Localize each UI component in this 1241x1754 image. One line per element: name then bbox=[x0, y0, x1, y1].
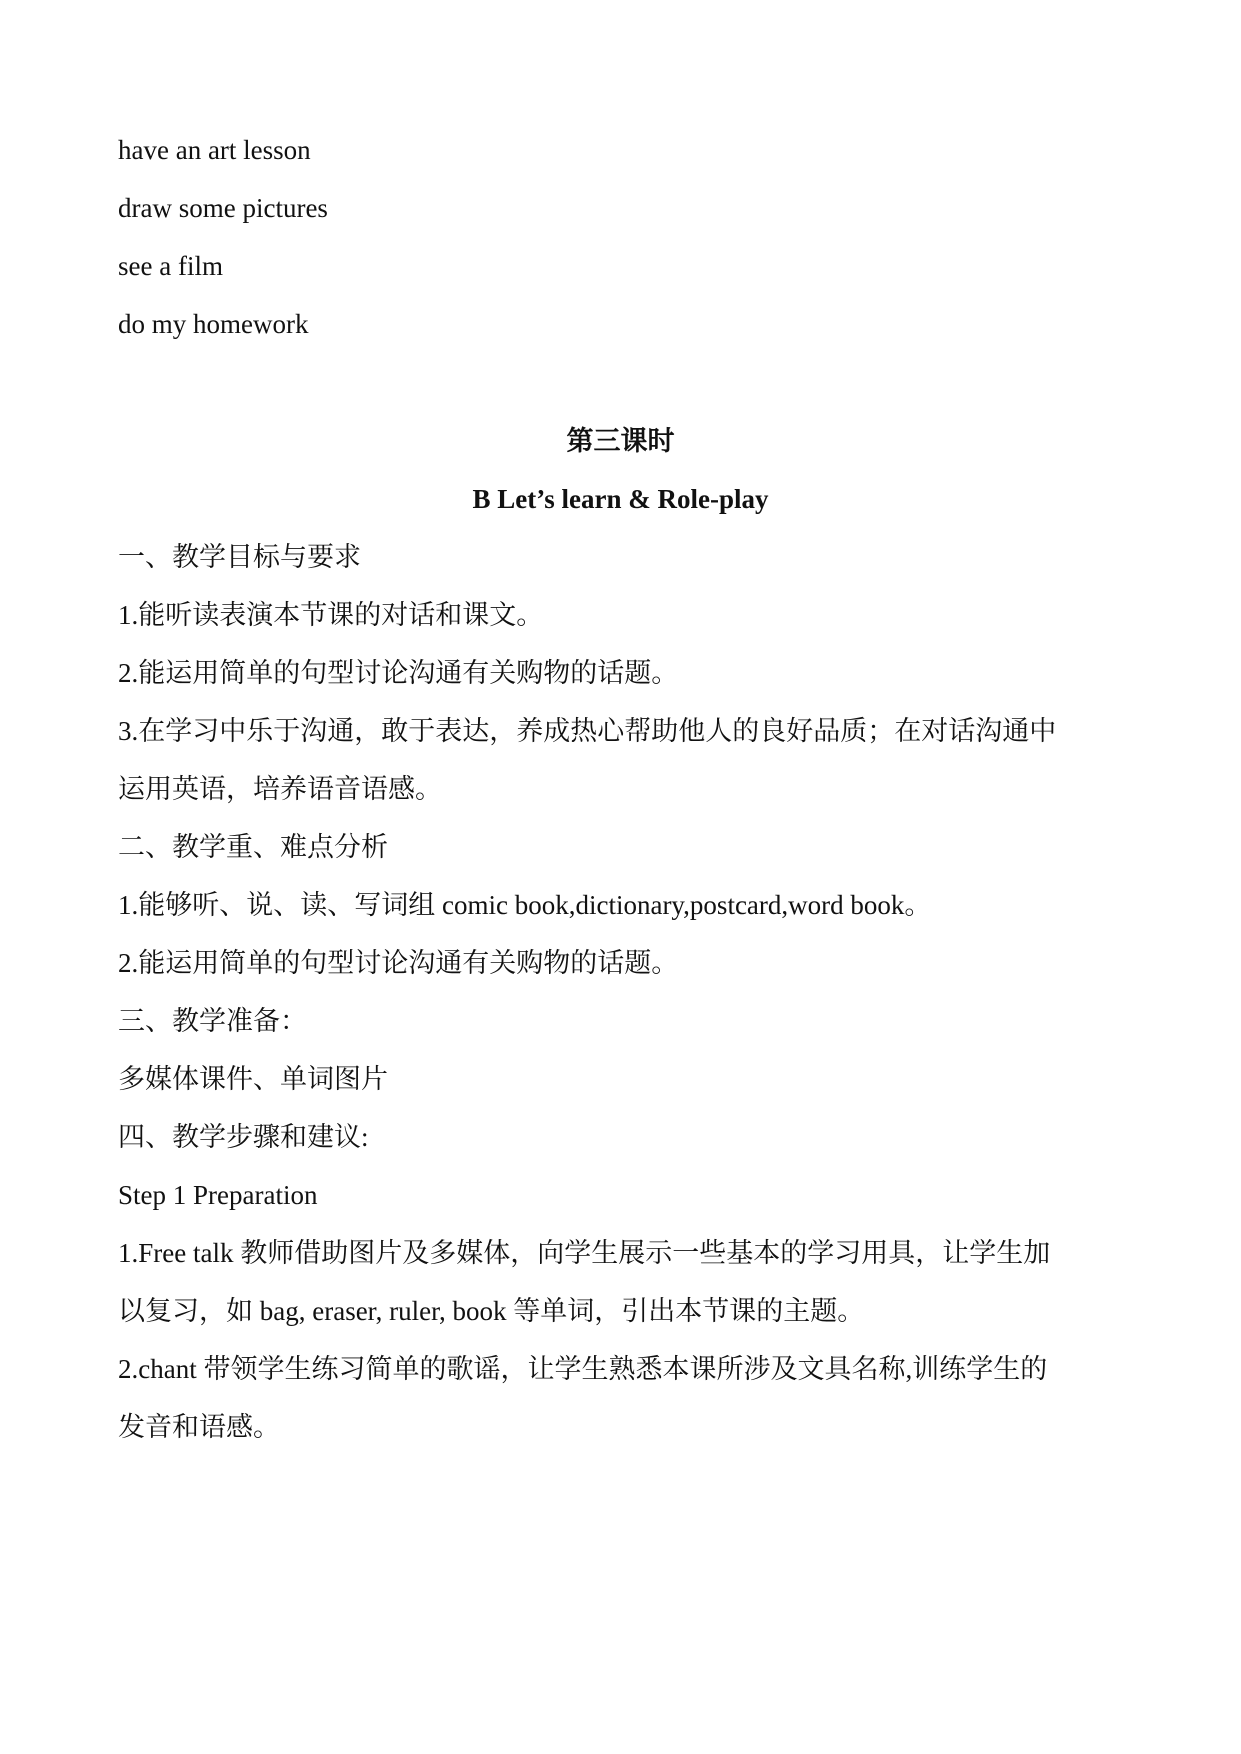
phrase-line: have an art lesson bbox=[118, 135, 311, 165]
section-heading-key-points: 二、教学重、难点分析 bbox=[118, 832, 388, 862]
objective-item-continued: 运用英语，培养语音语感。 bbox=[118, 774, 442, 804]
key-point-item: 2.能运用简单的句型讨论沟通有关购物的话题。 bbox=[118, 948, 679, 978]
lesson-title: 第三课时 bbox=[566, 426, 675, 456]
step-item-continued: 以复习，如 bag, eraser, ruler, book 等单词，引出本节课的主题。 bbox=[118, 1296, 865, 1326]
phrase-line: do my homework bbox=[118, 309, 309, 339]
section-heading-objectives: 一、教学目标与要求 bbox=[118, 542, 361, 572]
objective-item: 1.能听读表演本节课的对话和课文。 bbox=[118, 600, 544, 630]
step-item: 1.Free talk 教师借助图片及多媒体，向学生展示一些基本的学习用具，让学生加 bbox=[118, 1238, 1051, 1268]
key-point-item: 1.能够听、说、读、写词组 comic book,dictionary,postcard,word book。 bbox=[118, 890, 932, 920]
section-heading-steps: 四、教学步骤和建议: bbox=[118, 1122, 369, 1152]
step-title: Step 1 Preparation bbox=[118, 1180, 318, 1210]
phrase-line: see a film bbox=[118, 251, 223, 281]
preparation-item: 多媒体课件、单词图片 bbox=[118, 1064, 388, 1094]
step-item: 2.chant 带领学生练习简单的歌谣，让学生熟悉本课所涉及文具名称,训练学生的 bbox=[118, 1354, 1048, 1384]
objective-item: 3.在学习中乐于沟通，敢于表达，养成热心帮助他人的良好品质；在对话沟通中 bbox=[118, 716, 1057, 746]
lesson-subtitle: B Let’s learn & Role-play bbox=[472, 484, 769, 514]
section-heading-preparation: 三、教学准备： bbox=[118, 1006, 307, 1036]
objective-item: 2.能运用简单的句型讨论沟通有关购物的话题。 bbox=[118, 658, 679, 688]
phrase-line: draw some pictures bbox=[118, 193, 328, 223]
step-item-continued: 发音和语感。 bbox=[118, 1412, 280, 1442]
